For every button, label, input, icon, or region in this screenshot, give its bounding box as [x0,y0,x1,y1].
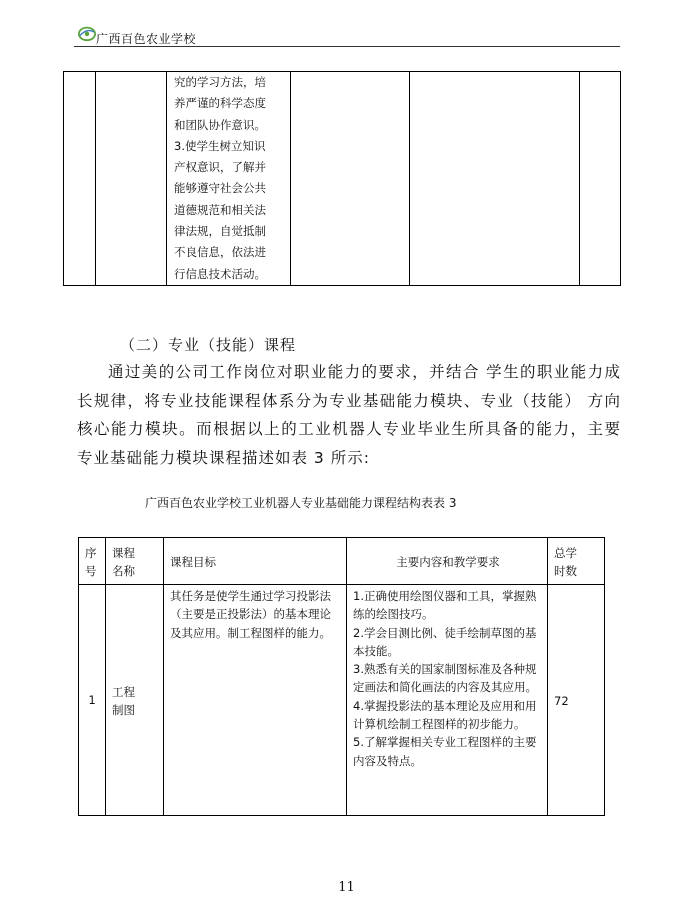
table-cell [410,72,580,286]
row-no: 1 [79,585,106,816]
row-content: 1.正确使用绘图仪器和工具，掌握熟练的绘图技巧。 2.学会目测比例、徒手绘制草图的基本技能。 3.熟悉有关的国家制图标准及各种规定画法和简化画法的内容及其应用。 4.掌握投影法的基本理论及应用和用计算机绘制工程图样的初步能力。 5.了解掌握相关专业工程图样的主要内容及特点。 [347,585,548,816]
page-number: 11 [338,880,355,895]
table-row [79,585,605,816]
table-cell [64,72,96,286]
header-no: 序 号 [79,538,106,585]
table-cell [580,72,621,286]
continued-table [63,71,621,286]
table-cell [96,72,167,286]
row-course-name: 工程 制图 [106,585,164,816]
school-logo-icon [78,24,96,42]
section-paragraph: 通过美的公司工作岗位对职业能力的要求，并结合 学生的职业能力成长规律，将专业技能课程体系分为专业基础能力模块、专业（技能） 方向核心能力模块。而根据以上的工业机器人专业毕业生所具备的能力，主要专业基础能力模块课程描述如表 3 所示: [77,363,621,467]
row-hours: 72 [548,585,605,816]
table-caption: 广西百色农业学校工业机器人专业基础能力课程结构表表 3 [145,496,457,510]
course-goal-cell: 究的学习方法，培 养严谨的科学态度 和团队协作意识。 3.使学生树立知识 产权意识，了解并 能够遵守社会公共 道德规范和相关法 律法规，自觉抵制 不良信息，依法进 行信息技术活动。 [167,72,291,286]
course-table [78,537,605,816]
header-content: 主要内容和教学要求 [347,538,548,585]
school-name: 广西百色农业学校 [96,32,197,46]
table-cell [291,72,410,286]
header-course-goal: 课程目标 [164,538,347,585]
header-hours: 总学 时数 [548,538,605,585]
header-course-name: 课程 名称 [106,538,164,585]
page-header [74,20,620,47]
table-header-row [79,538,605,585]
section-title: （二）专业（技能）课程 [120,336,297,354]
row-course-goal: 其任务是使学生通过学习投影法（主要是正投影法）的基本理论及其应用。制工程图样的能力。 [164,585,347,816]
